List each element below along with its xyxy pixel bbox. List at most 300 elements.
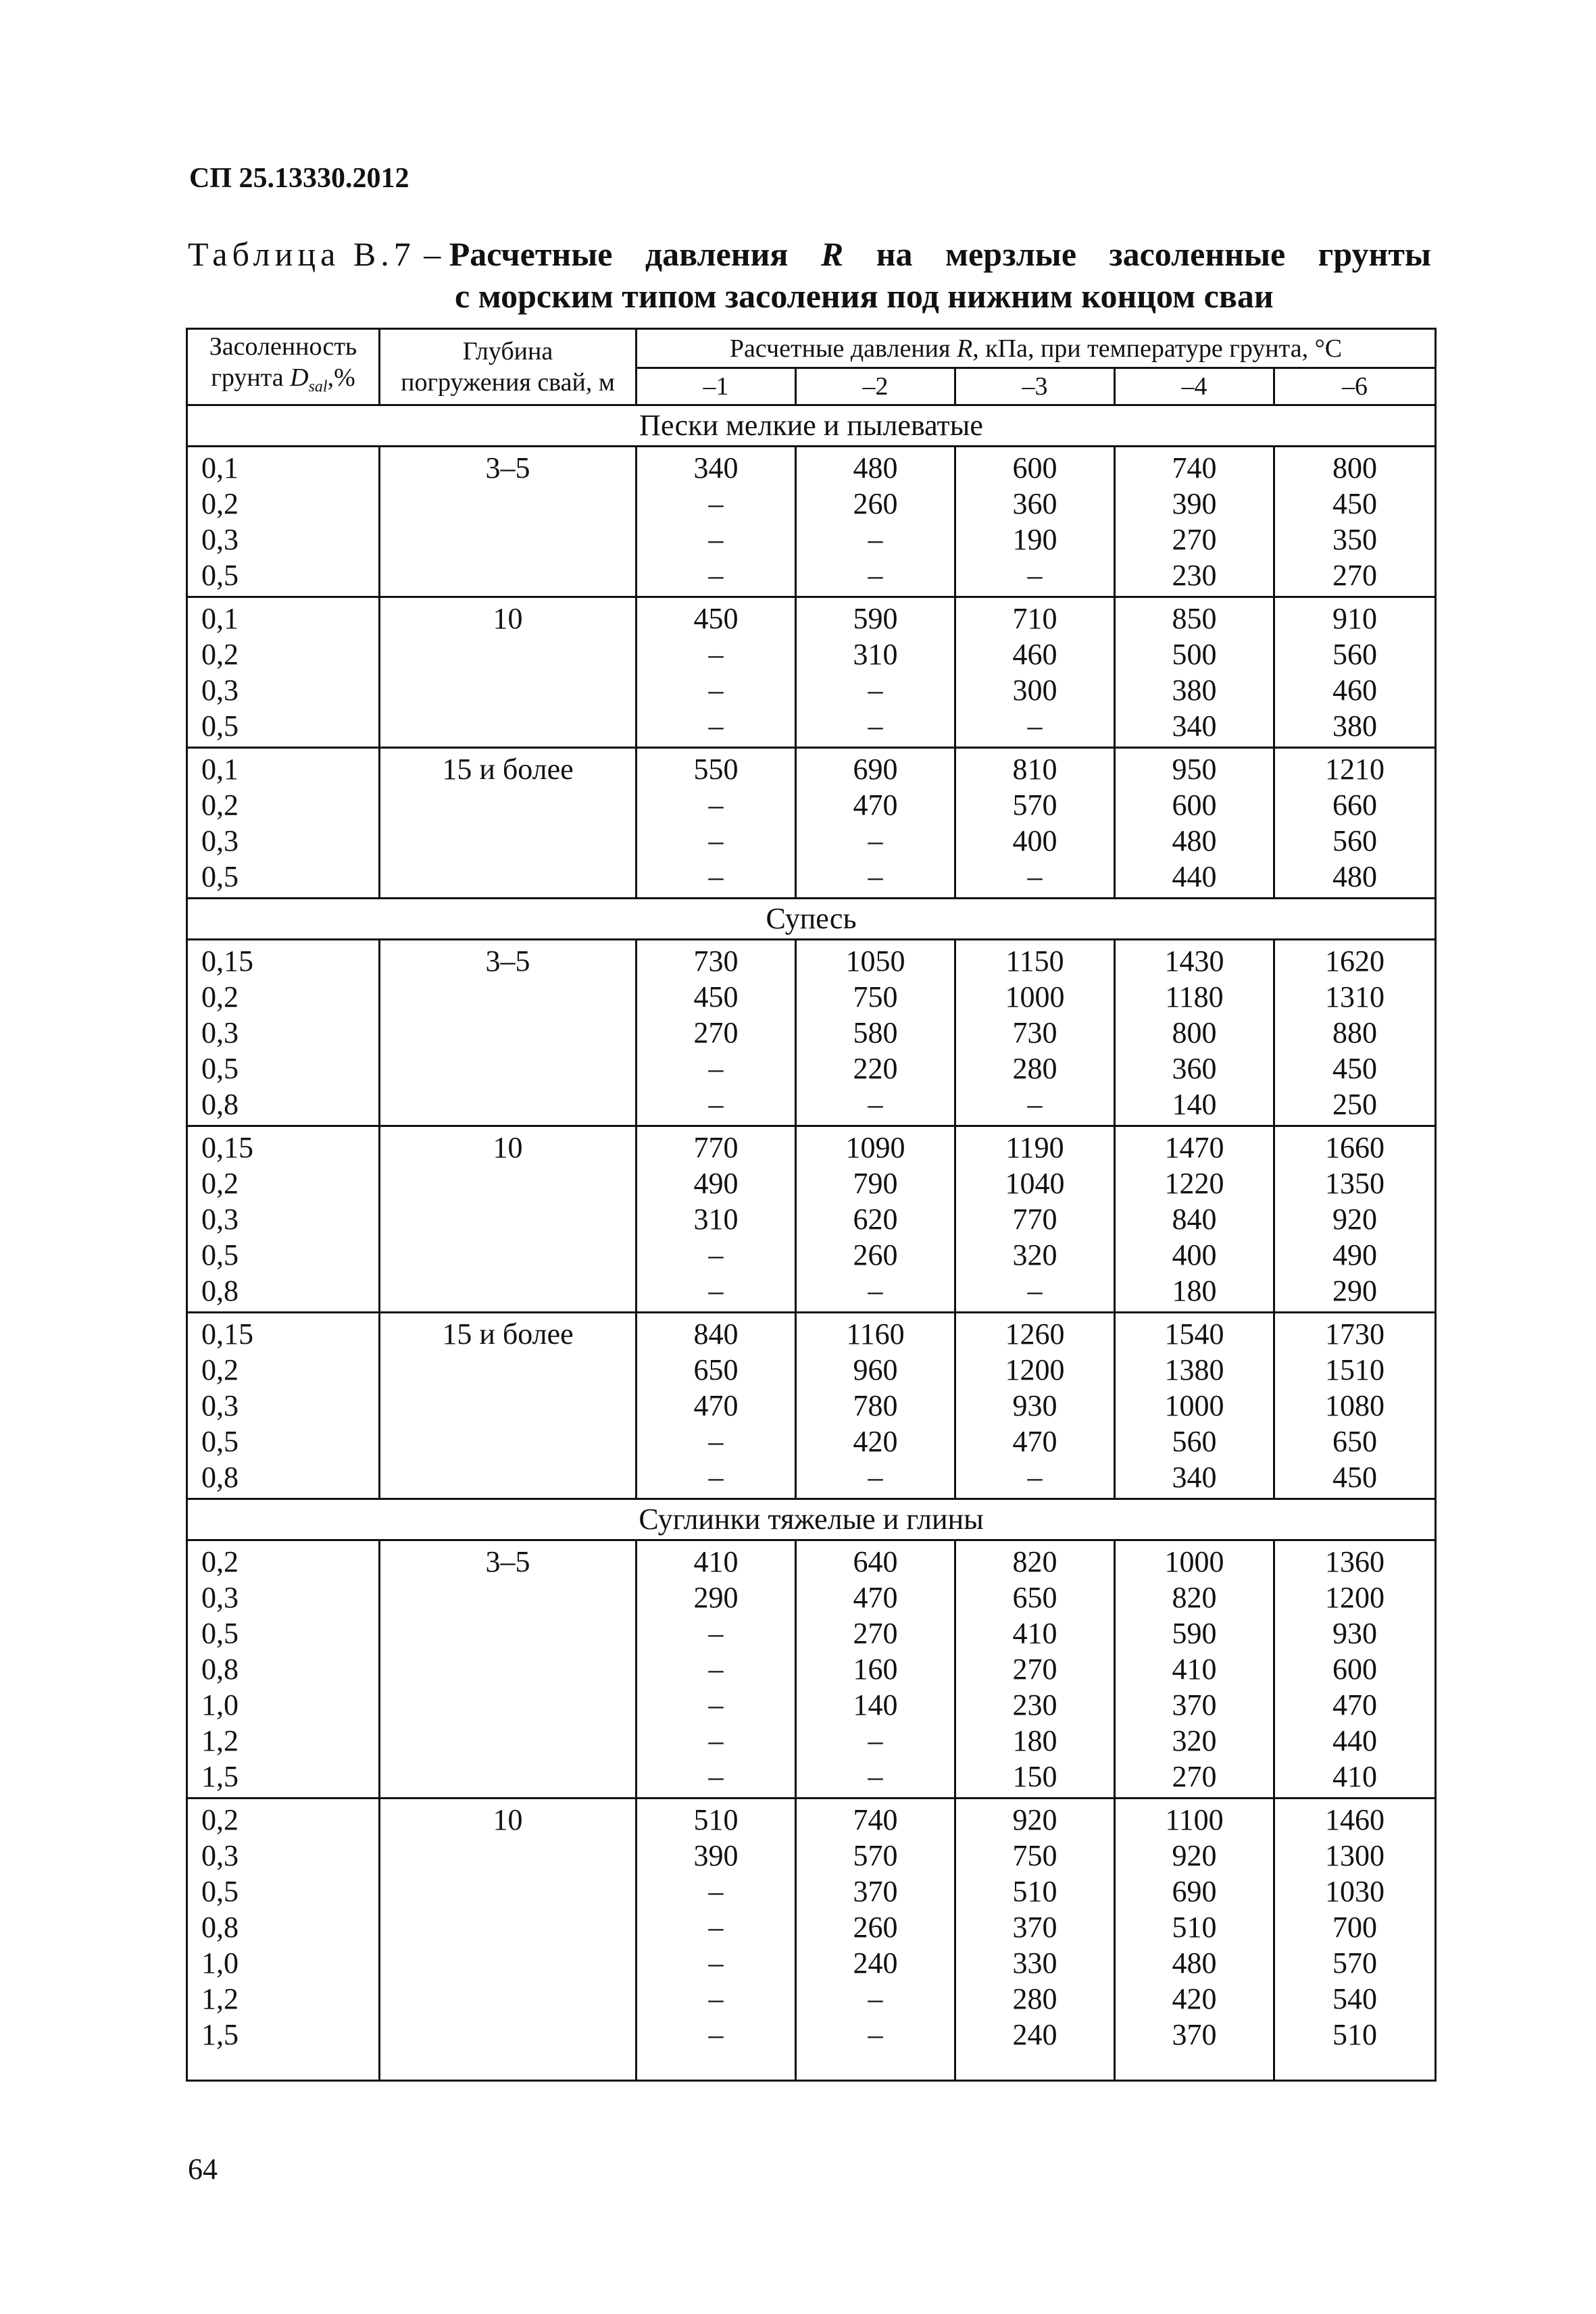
pressure-value: – bbox=[708, 559, 724, 592]
pressure-value: 230 bbox=[1172, 559, 1217, 592]
pressure-value: 1660 bbox=[1325, 1131, 1385, 1164]
salinity-cell bbox=[187, 1313, 380, 1499]
pressure-value: 410 bbox=[693, 1545, 739, 1578]
pressure-cell bbox=[1115, 1126, 1274, 1313]
salinity-value: 0,15 bbox=[201, 1317, 253, 1351]
depth-cell bbox=[380, 940, 637, 1126]
pressure-value: 310 bbox=[853, 638, 898, 671]
pressure-value: 660 bbox=[1332, 788, 1378, 822]
pressure-value: 220 bbox=[853, 1052, 898, 1085]
pressure-value: – bbox=[868, 709, 883, 743]
pressure-value: – bbox=[708, 788, 724, 822]
depth-value: 10 bbox=[493, 1131, 523, 1164]
pressure-value: 600 bbox=[1332, 1653, 1378, 1686]
pressure-value: 1470 bbox=[1164, 1131, 1224, 1164]
pressure-value: 650 bbox=[693, 1353, 739, 1386]
pressure-value: 470 bbox=[693, 1389, 739, 1422]
pressure-value: – bbox=[708, 1688, 724, 1721]
pressure-value: – bbox=[708, 1911, 724, 1944]
pressure-cell bbox=[1274, 1799, 1436, 2081]
pressure-value: 690 bbox=[1172, 1875, 1217, 1908]
pressure-value: 400 bbox=[1012, 824, 1057, 857]
pressure-value: 1510 bbox=[1325, 1353, 1385, 1386]
pressure-value: 1030 bbox=[1325, 1875, 1385, 1908]
pressure-value: 340 bbox=[693, 451, 739, 484]
pressure-value: 460 bbox=[1012, 638, 1057, 671]
salinity-value: 1,5 bbox=[201, 2018, 239, 2051]
salinity-value: 0,5 bbox=[201, 1875, 239, 1908]
pressure-value: 300 bbox=[1012, 674, 1057, 707]
pressure-value: 310 bbox=[693, 1203, 739, 1236]
pressure-value: – bbox=[868, 1088, 883, 1121]
pressure-value: 470 bbox=[1332, 1688, 1378, 1721]
pressure-value: 510 bbox=[1172, 1911, 1217, 1944]
pressure-value: 1080 bbox=[1325, 1389, 1385, 1422]
caption-symbol: R bbox=[820, 235, 844, 273]
depth-cell bbox=[380, 1799, 637, 2081]
pressure-value: 480 bbox=[853, 451, 898, 484]
pressure-value: – bbox=[708, 709, 724, 743]
pressure-value: 540 bbox=[1332, 1982, 1378, 2015]
header-salinity-line1: Засоленность bbox=[209, 332, 357, 361]
salinity-value: 0,3 bbox=[201, 1581, 239, 1614]
salinity-cell bbox=[187, 1126, 380, 1313]
pressure-value: 730 bbox=[1012, 1016, 1057, 1049]
pressure-value: – bbox=[708, 674, 724, 707]
pressure-cell bbox=[796, 447, 955, 597]
pressure-value: 960 bbox=[853, 1353, 898, 1386]
pressure-value: 740 bbox=[1172, 451, 1217, 484]
pressure-value: – bbox=[708, 1274, 724, 1307]
table-row-group bbox=[187, 597, 1436, 748]
pressure-value: 330 bbox=[1012, 1946, 1057, 1980]
pressure-value: 270 bbox=[1172, 1760, 1217, 1793]
pressure-value: 490 bbox=[1332, 1238, 1378, 1272]
header-temp: –1 bbox=[637, 368, 796, 405]
header-salinity-line2: грунта $D_{sal},\%$ bbox=[211, 363, 355, 396]
section-title: Супесь bbox=[187, 899, 1436, 940]
pressure-value: – bbox=[1027, 1461, 1043, 1494]
salinity-value: 0,2 bbox=[201, 1545, 239, 1578]
pressure-value: 1200 bbox=[1005, 1353, 1065, 1386]
pressure-value: 800 bbox=[1332, 451, 1378, 484]
pressure-value: 450 bbox=[1332, 487, 1378, 520]
pressure-value: 1310 bbox=[1325, 980, 1385, 1013]
pressure-value: – bbox=[868, 1724, 883, 1757]
pressure-table bbox=[186, 328, 1437, 2082]
pressure-value: 440 bbox=[1172, 860, 1217, 893]
pressure-value: 450 bbox=[1332, 1461, 1378, 1494]
pressure-cell bbox=[955, 748, 1115, 899]
pressure-value: 470 bbox=[853, 1581, 898, 1614]
pressure-value: – bbox=[708, 1425, 724, 1458]
pressure-value: 1220 bbox=[1164, 1167, 1224, 1200]
salinity-value: 0,15 bbox=[201, 1131, 253, 1164]
pressure-cell bbox=[637, 1540, 796, 1799]
salinity-value: 0,1 bbox=[201, 451, 239, 484]
pressure-value: 950 bbox=[1172, 753, 1217, 786]
pressure-cell bbox=[637, 940, 796, 1126]
pressure-value: – bbox=[708, 523, 724, 556]
pressure-value: 620 bbox=[853, 1203, 898, 1236]
pressure-value: 150 bbox=[1012, 1760, 1057, 1793]
depth-value: 3–5 bbox=[485, 945, 530, 978]
pressure-value: – bbox=[1027, 1088, 1043, 1121]
pressure-value: 1050 bbox=[845, 945, 905, 978]
pressure-cell bbox=[796, 748, 955, 899]
pressure-value: 450 bbox=[1332, 1052, 1378, 1085]
section-row bbox=[187, 899, 1436, 940]
salinity-value: 0,3 bbox=[201, 824, 239, 857]
pressure-value: 410 bbox=[1172, 1653, 1217, 1686]
pressure-value: 370 bbox=[853, 1875, 898, 1908]
salinity-value: 0,8 bbox=[201, 1274, 239, 1307]
pressure-value: – bbox=[708, 1653, 724, 1686]
pressure-value: 480 bbox=[1332, 860, 1378, 893]
depth-cell bbox=[380, 1126, 637, 1313]
pressure-value: 920 bbox=[1012, 1803, 1057, 1836]
pressure-cell bbox=[1274, 940, 1436, 1126]
caption-line-2: с морским типом засоления под нижним концом сваи bbox=[455, 277, 1274, 315]
salinity-value: 0,5 bbox=[201, 1425, 239, 1458]
pressure-value: 1350 bbox=[1325, 1167, 1385, 1200]
pressure-value: 410 bbox=[1012, 1617, 1057, 1650]
header-pressure: Расчетные давления R, кПа, при температуре грунта, °С bbox=[637, 329, 1436, 368]
table-row-group bbox=[187, 1313, 1436, 1499]
pressure-value: – bbox=[868, 1760, 883, 1793]
pressure-value: 850 bbox=[1172, 602, 1217, 635]
salinity-value: 1,2 bbox=[201, 1982, 239, 2015]
pressure-value: 1190 bbox=[1005, 1131, 1064, 1164]
pressure-value: – bbox=[1027, 1274, 1043, 1307]
header-salinity bbox=[187, 329, 380, 405]
pressure-value: 820 bbox=[1172, 1581, 1217, 1614]
pressure-value: 410 bbox=[1332, 1760, 1378, 1793]
pressure-value: 650 bbox=[1012, 1581, 1057, 1614]
pressure-value: 840 bbox=[1172, 1203, 1217, 1236]
pressure-value: 570 bbox=[1012, 788, 1057, 822]
pressure-value: 420 bbox=[1172, 1982, 1217, 2015]
pressure-value: 290 bbox=[1332, 1274, 1378, 1307]
document-code: СП 25.13330.2012 bbox=[189, 163, 409, 194]
pressure-value: 740 bbox=[853, 1803, 898, 1836]
pressure-cell bbox=[796, 1540, 955, 1799]
pressure-cell bbox=[1274, 447, 1436, 597]
pressure-value: 360 bbox=[1012, 487, 1057, 520]
pressure-value: – bbox=[708, 1982, 724, 2015]
pressure-value: – bbox=[1027, 860, 1043, 893]
depth-cell bbox=[380, 1540, 637, 1799]
salinity-value: 0,3 bbox=[201, 523, 239, 556]
pressure-value: 270 bbox=[693, 1016, 739, 1049]
caption-word: давления bbox=[645, 235, 789, 273]
pressure-cell bbox=[955, 1799, 1115, 2081]
pressure-cell bbox=[955, 1313, 1115, 1499]
pressure-value: 480 bbox=[1172, 1946, 1217, 1980]
pressure-cell bbox=[955, 1540, 1115, 1799]
pressure-value: 920 bbox=[1172, 1839, 1217, 1872]
pressure-value: 560 bbox=[1172, 1425, 1217, 1458]
header-depth-line1: Глубина bbox=[462, 337, 553, 366]
pressure-value: 260 bbox=[853, 1911, 898, 1944]
pressure-cell bbox=[637, 597, 796, 748]
pressure-value: 450 bbox=[693, 602, 739, 635]
pressure-value: 930 bbox=[1012, 1389, 1057, 1422]
pressure-value: 450 bbox=[693, 980, 739, 1013]
pressure-value: 640 bbox=[853, 1545, 898, 1578]
pressure-value: 370 bbox=[1012, 1911, 1057, 1944]
salinity-cell bbox=[187, 748, 380, 899]
pressure-value: 380 bbox=[1172, 674, 1217, 707]
salinity-cell bbox=[187, 1540, 380, 1799]
pressure-value: 590 bbox=[853, 602, 898, 635]
caption-word: мерзлые bbox=[945, 235, 1077, 273]
pressure-value: 1160 bbox=[846, 1317, 905, 1351]
pressure-cell bbox=[1115, 940, 1274, 1126]
pressure-value: 750 bbox=[853, 980, 898, 1013]
pressure-cell bbox=[1274, 1126, 1436, 1313]
pressure-value: 160 bbox=[853, 1653, 898, 1686]
pressure-value: – bbox=[868, 1461, 883, 1494]
pressure-value: 420 bbox=[853, 1425, 898, 1458]
table-row-group bbox=[187, 940, 1436, 1126]
depth-value: 15 и более bbox=[442, 1317, 574, 1351]
table-caption bbox=[188, 233, 1431, 317]
pressure-value: 370 bbox=[1172, 2018, 1217, 2051]
pressure-value: 480 bbox=[1172, 824, 1217, 857]
caption-dash: – bbox=[424, 235, 441, 273]
salinity-value: 0,2 bbox=[201, 487, 239, 520]
pressure-value: 490 bbox=[693, 1167, 739, 1200]
table-label: Таблица В.7 bbox=[188, 235, 416, 273]
pressure-cell bbox=[637, 1313, 796, 1499]
pressure-value: 560 bbox=[1332, 824, 1378, 857]
caption-word: на bbox=[876, 235, 913, 273]
pressure-cell bbox=[796, 597, 955, 748]
salinity-value: 1,0 bbox=[201, 1688, 239, 1721]
pressure-value: – bbox=[868, 523, 883, 556]
section-row bbox=[187, 405, 1436, 447]
pressure-value: 1000 bbox=[1005, 980, 1065, 1013]
pressure-value: 1150 bbox=[1005, 945, 1064, 978]
pressure-value: 770 bbox=[693, 1131, 739, 1164]
pressure-value: – bbox=[708, 2018, 724, 2051]
pressure-cell bbox=[796, 1799, 955, 2081]
section-title: Пески мелкие и пылеватые bbox=[187, 405, 1436, 447]
pressure-value: 250 bbox=[1332, 1088, 1378, 1121]
pressure-value: – bbox=[1027, 709, 1043, 743]
depth-cell bbox=[380, 597, 637, 748]
pressure-value: 260 bbox=[853, 487, 898, 520]
pressure-value: – bbox=[708, 1461, 724, 1494]
depth-value: 3–5 bbox=[485, 1545, 530, 1578]
section-title: Суглинки тяжелые и глины bbox=[187, 1499, 1436, 1540]
salinity-value: 0,2 bbox=[201, 1353, 239, 1386]
header-temp: –3 bbox=[955, 368, 1115, 405]
pressure-value: 1380 bbox=[1164, 1353, 1224, 1386]
pressure-value: 560 bbox=[1332, 638, 1378, 671]
pressure-value: – bbox=[868, 824, 883, 857]
pressure-cell bbox=[1274, 748, 1436, 899]
pressure-value: 550 bbox=[693, 753, 739, 786]
pressure-value: 710 bbox=[1012, 602, 1057, 635]
pressure-value: 240 bbox=[1012, 2018, 1057, 2051]
salinity-value: 1,0 bbox=[201, 1946, 239, 1980]
salinity-cell bbox=[187, 940, 380, 1126]
salinity-value: 0,3 bbox=[201, 1016, 239, 1049]
pressure-value: 180 bbox=[1172, 1274, 1217, 1307]
caption-word: засоленные bbox=[1109, 235, 1286, 273]
pressure-cell bbox=[637, 1126, 796, 1313]
pressure-cell bbox=[1115, 1313, 1274, 1499]
salinity-cell bbox=[187, 1799, 380, 2081]
pressure-value: 230 bbox=[1012, 1688, 1057, 1721]
pressure-value: – bbox=[708, 1760, 724, 1793]
pressure-value: – bbox=[708, 1052, 724, 1085]
pressure-value: 1180 bbox=[1165, 980, 1224, 1013]
pressure-value: – bbox=[708, 1946, 724, 1980]
pressure-value: 440 bbox=[1332, 1724, 1378, 1757]
salinity-value: 0,2 bbox=[201, 638, 239, 671]
pressure-cell bbox=[1115, 447, 1274, 597]
pressure-cell bbox=[637, 447, 796, 597]
table-row-group bbox=[187, 1540, 1436, 1799]
depth-cell bbox=[380, 447, 637, 597]
depth-cell bbox=[380, 1313, 637, 1499]
salinity-value: 0,3 bbox=[201, 674, 239, 707]
pressure-cell bbox=[796, 1313, 955, 1499]
pressure-value: – bbox=[868, 1982, 883, 2015]
table-body bbox=[187, 405, 1436, 2081]
pressure-value: 350 bbox=[1332, 523, 1378, 556]
pressure-value: – bbox=[868, 674, 883, 707]
pressure-value: 930 bbox=[1332, 1617, 1378, 1650]
pressure-value: 470 bbox=[1012, 1425, 1057, 1458]
pressure-value: 570 bbox=[853, 1839, 898, 1872]
pressure-value: 140 bbox=[853, 1688, 898, 1721]
salinity-value: 0,2 bbox=[201, 980, 239, 1013]
pressure-value: 570 bbox=[1332, 1946, 1378, 1980]
pressure-value: 510 bbox=[693, 1803, 739, 1836]
table-row-group bbox=[187, 1799, 1436, 2081]
header-temp: –4 bbox=[1115, 368, 1274, 405]
pressure-value: 1260 bbox=[1005, 1317, 1065, 1351]
pressure-value: 810 bbox=[1012, 753, 1057, 786]
pressure-cell bbox=[1274, 1540, 1436, 1799]
pressure-value: 1210 bbox=[1325, 753, 1385, 786]
pressure-value: 270 bbox=[853, 1617, 898, 1650]
pressure-value: 1100 bbox=[1165, 1803, 1224, 1836]
pressure-value: 470 bbox=[853, 788, 898, 822]
header-depth-line2: погружения свай, м bbox=[401, 368, 615, 397]
pressure-cell bbox=[955, 1126, 1115, 1313]
pressure-value: 580 bbox=[853, 1016, 898, 1049]
pressure-value: 400 bbox=[1172, 1238, 1217, 1272]
pressure-cell bbox=[637, 748, 796, 899]
pressure-value: 790 bbox=[853, 1167, 898, 1200]
pressure-value: 770 bbox=[1012, 1203, 1057, 1236]
pressure-value: 840 bbox=[693, 1317, 739, 1351]
header-depth bbox=[380, 329, 637, 405]
pressure-value: 270 bbox=[1012, 1653, 1057, 1686]
pressure-value: 1430 bbox=[1164, 945, 1224, 978]
pressure-value: 1000 bbox=[1164, 1545, 1224, 1578]
page-number: 64 bbox=[188, 2153, 218, 2186]
salinity-value: 0,5 bbox=[201, 559, 239, 592]
pressure-value: 1200 bbox=[1325, 1581, 1385, 1614]
pressure-value: 1460 bbox=[1325, 1803, 1385, 1836]
pressure-value: 320 bbox=[1172, 1724, 1217, 1757]
pressure-value: 510 bbox=[1012, 1875, 1057, 1908]
pressure-value: 320 bbox=[1012, 1238, 1057, 1272]
salinity-value: 0,8 bbox=[201, 1088, 239, 1121]
pressure-value: – bbox=[868, 559, 883, 592]
pressure-value: 340 bbox=[1172, 1461, 1217, 1494]
pressure-value: 370 bbox=[1172, 1688, 1217, 1721]
pressure-cell bbox=[1274, 1313, 1436, 1499]
pressure-value: 390 bbox=[693, 1839, 739, 1872]
pressure-value: – bbox=[708, 487, 724, 520]
salinity-value: 0,2 bbox=[201, 788, 239, 822]
pressure-value: 650 bbox=[1332, 1425, 1378, 1458]
pressure-value: 140 bbox=[1172, 1088, 1217, 1121]
salinity-value: 0,1 bbox=[201, 602, 239, 635]
pressure-value: – bbox=[708, 824, 724, 857]
pressure-cell bbox=[1274, 597, 1436, 748]
section-row bbox=[187, 1499, 1436, 1540]
depth-value: 10 bbox=[493, 1803, 523, 1836]
pressure-value: 1090 bbox=[845, 1131, 905, 1164]
salinity-cell bbox=[187, 447, 380, 597]
pressure-cell bbox=[955, 597, 1115, 748]
pressure-value: 290 bbox=[693, 1581, 739, 1614]
salinity-value: 0,3 bbox=[201, 1389, 239, 1422]
salinity-value: 0,5 bbox=[201, 709, 239, 743]
caption-word: Расчетные bbox=[449, 235, 613, 273]
pressure-value: 600 bbox=[1172, 788, 1217, 822]
pressure-value: 590 bbox=[1172, 1617, 1217, 1650]
table-row-group bbox=[187, 447, 1436, 597]
pressure-value: 600 bbox=[1012, 451, 1057, 484]
pressure-value: – bbox=[708, 1238, 724, 1272]
pressure-value: 1040 bbox=[1005, 1167, 1065, 1200]
pressure-cell bbox=[955, 940, 1115, 1126]
pressure-value: – bbox=[708, 1088, 724, 1121]
table-row-group bbox=[187, 748, 1436, 899]
pressure-value: – bbox=[708, 860, 724, 893]
pressure-value: 730 bbox=[693, 945, 739, 978]
pressure-cell bbox=[796, 940, 955, 1126]
pressure-value: – bbox=[708, 1875, 724, 1908]
pressure-value: 510 bbox=[1332, 2018, 1378, 2051]
pressure-value: 690 bbox=[853, 753, 898, 786]
pressure-value: 1360 bbox=[1325, 1545, 1385, 1578]
pressure-value: 340 bbox=[1172, 709, 1217, 743]
salinity-value: 0,5 bbox=[201, 1052, 239, 1085]
salinity-value: 0,15 bbox=[201, 945, 253, 978]
pressure-value: 180 bbox=[1012, 1724, 1057, 1757]
pressure-value: 270 bbox=[1332, 559, 1378, 592]
pressure-value: 390 bbox=[1172, 487, 1217, 520]
salinity-value: 0,1 bbox=[201, 753, 239, 786]
salinity-value: 0,5 bbox=[201, 1238, 239, 1272]
pressure-value: 1730 bbox=[1325, 1317, 1385, 1351]
depth-value: 10 bbox=[493, 602, 523, 635]
pressure-value: 380 bbox=[1332, 709, 1378, 743]
pressure-value: 460 bbox=[1332, 674, 1378, 707]
pressure-value: 1300 bbox=[1325, 1839, 1385, 1872]
pressure-value: 780 bbox=[853, 1389, 898, 1422]
